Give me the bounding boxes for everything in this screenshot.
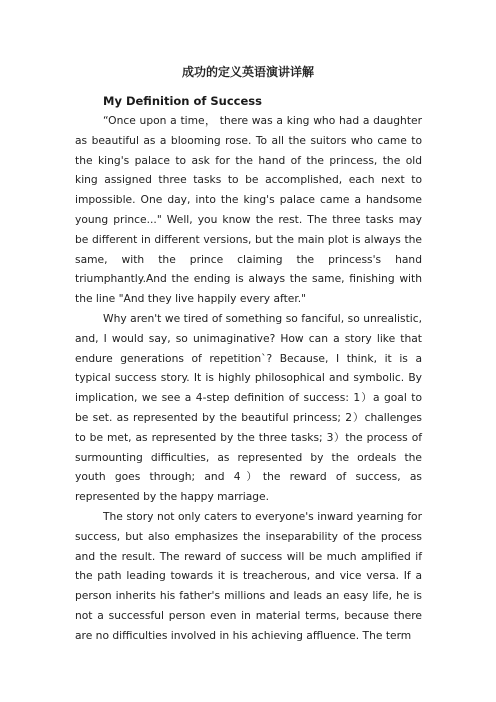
paragraph: The story not only caters to everyone's inward yearning for success, but also emphasizes the inseparability of the process and the result. The reward of success will be much amplified if the path leading towards it is treacherous, and vice versa. If a person inherits his father's millions and leads an easy life, he is not a successful person even in material terms, because there are no difficulties involved in his achieving affluence. The term bbox=[75, 509, 422, 642]
section-heading: My Definition of Success bbox=[103, 94, 262, 108]
document-body bbox=[75, 111, 422, 646]
paragraph: “Once upon a time， there was a king who had a daughter as beautiful as a blooming rose. To all the suitors who came to the king's palace to ask for the hand of the princess, the old king assigned three tasks to be accomplished, each next to impossible. One day, into the king's palace came a handsome young prince..." Well, you know the rest. The three tasks may be different in different versions, but the main plot is always the same, with the prince claiming the princess's hand triumphantly.And the ending is always the same, finishing with the line "And they live happily every after." bbox=[75, 114, 422, 306]
document-title: 成功的定义英语演讲详解 bbox=[181, 65, 314, 79]
paragraph: Why aren't we tired of something so fanciful, so unrealistic, and, I would say, so unimaginative? How can a story like that endure generations of repetition`? Because, I think, it is a typical success story. It is highly philosophical and symbolic. By implication, we see a 4-step definition of success: 1）a goal to be set. as represented by the beautiful princess; 2）challenges to be met, as represented by the three tasks; 3）the process of surmounting difficulties, as represented by the ordeals the youth goes through; and 4）the reward of success, as represented by the happy marriage. bbox=[75, 311, 422, 504]
